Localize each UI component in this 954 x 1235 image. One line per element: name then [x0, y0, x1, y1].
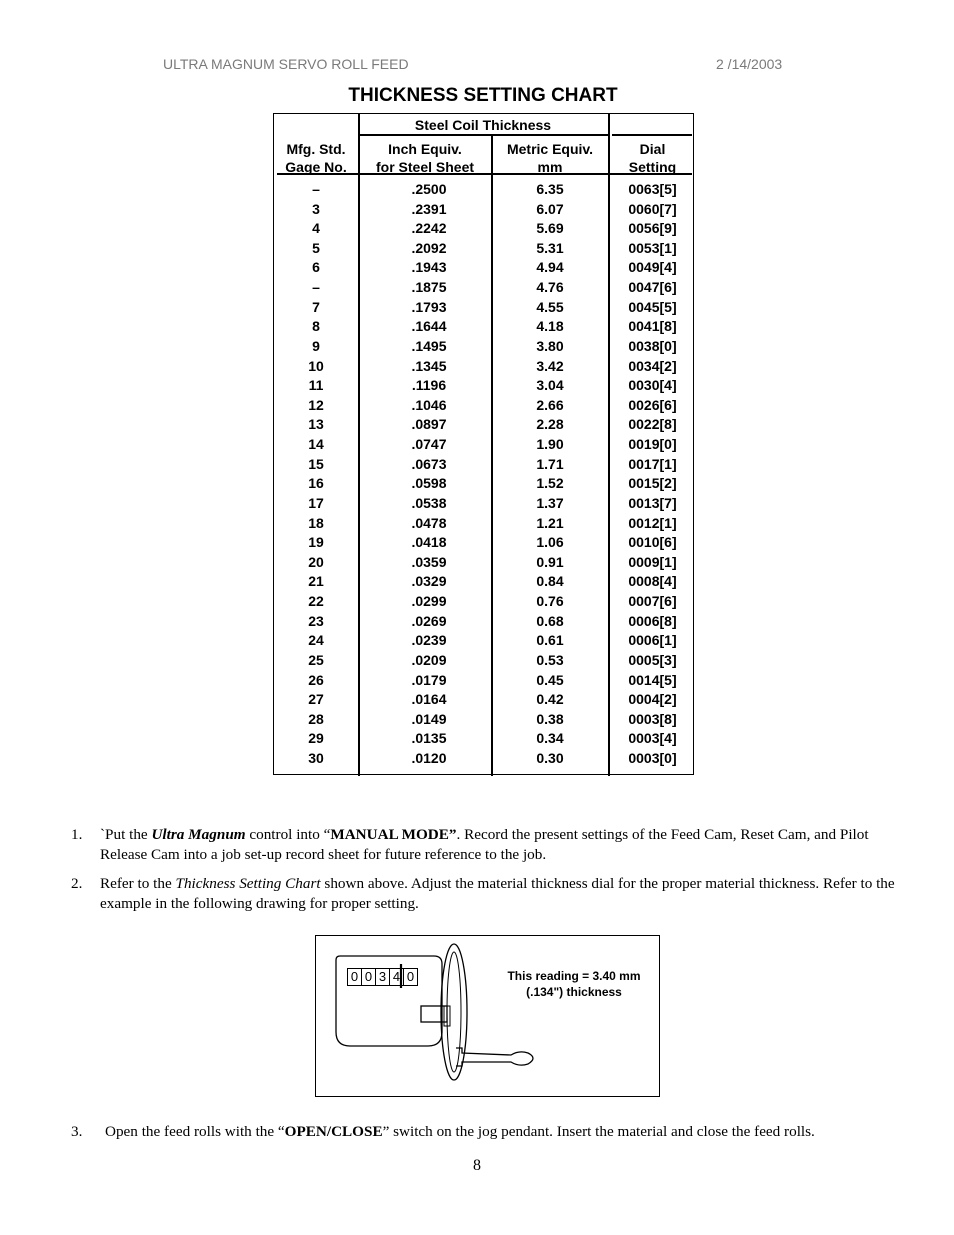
table-cell: 1.71 — [536, 455, 564, 472]
table-cell: – — [312, 279, 320, 296]
column-header-dial: Dial Setting — [628, 141, 677, 175]
step-segment: `Put the — [100, 826, 152, 843]
table-cell: .1943 — [411, 259, 447, 276]
table-cell: 1.90 — [536, 436, 564, 453]
table-cell: 0006[1] — [628, 632, 677, 649]
table-cell: 0.30 — [536, 749, 564, 766]
table-row — [274, 651, 695, 671]
column-header-metric: Metric Equiv. mm — [506, 141, 594, 175]
step-segment: Open the feed rolls with the “ — [105, 1123, 285, 1140]
table-row — [274, 494, 695, 514]
table-cell: .2391 — [411, 200, 447, 217]
column-header-inch: Inch Equiv. for Steel Sheet — [375, 141, 475, 175]
table-row — [274, 180, 695, 200]
table-cell: 16 — [308, 475, 324, 492]
table-cell: 0026[6] — [628, 396, 677, 413]
table-row — [274, 671, 695, 691]
step-segment: ” switch on the jog pendant. Insert the material and close the feed rolls. — [382, 1123, 815, 1140]
table-cell: 0038[0] — [628, 337, 677, 354]
table-cell: 2.66 — [536, 396, 564, 413]
table-row — [274, 200, 695, 220]
knob-icon — [441, 944, 467, 1080]
table-cell: 0049[4] — [628, 259, 677, 276]
table-cell: 0.61 — [536, 632, 564, 649]
table-cell: 1.06 — [536, 534, 564, 551]
step-text — [105, 1122, 935, 1142]
table-cell: 0017[1] — [628, 455, 677, 472]
table-cell: 6.07 — [536, 200, 564, 217]
table-cell: 3.42 — [536, 357, 564, 374]
table-cell: .1793 — [411, 298, 447, 315]
table-row — [274, 572, 695, 592]
table-cell: 0060[7] — [628, 200, 677, 217]
table-row — [274, 396, 695, 416]
table-cell: 24 — [308, 632, 324, 649]
table-cell: 23 — [308, 612, 324, 629]
table-cell: 0.45 — [536, 671, 564, 688]
table-cell: 28 — [308, 710, 324, 727]
table-cell: .0120 — [411, 749, 447, 766]
thickness-setting-table — [273, 113, 694, 775]
dial-digit: 0 — [362, 969, 376, 985]
table-cell: 14 — [308, 436, 324, 453]
table-cell: 1.21 — [536, 514, 564, 531]
table-cell: 3.80 — [536, 337, 564, 354]
table-cell: .1495 — [411, 337, 447, 354]
step-text — [100, 874, 912, 913]
group-header: Steel Coil Thickness — [414, 117, 552, 133]
table-cell: 0014[5] — [628, 671, 677, 688]
table-cell: 0041[8] — [628, 318, 677, 335]
table-cell: .1196 — [411, 377, 447, 394]
step-text — [100, 825, 912, 864]
table-cell: 30 — [308, 749, 324, 766]
table-row — [274, 690, 695, 710]
table-cell: .0299 — [411, 593, 447, 610]
dial-drawing — [316, 936, 658, 1095]
table-cell: .0359 — [411, 553, 447, 570]
table-cell: 17 — [308, 494, 324, 511]
table-cell: 4.94 — [536, 259, 564, 276]
table-divider — [612, 134, 692, 136]
table-cell: .0239 — [411, 632, 447, 649]
table-cell: 10 — [308, 357, 324, 374]
step-segment: MANUAL MODE” — [330, 826, 457, 843]
table-cell: .0747 — [411, 436, 447, 453]
table-row — [274, 553, 695, 573]
table-cell: 4.18 — [536, 318, 564, 335]
running-header-title: ULTRA MAGNUM SERVO ROLL FEED — [163, 56, 409, 72]
table-cell: 5.69 — [536, 220, 564, 237]
table-cell: .0538 — [411, 494, 447, 511]
table-cell: 7 — [312, 298, 320, 315]
table-cell: 0.42 — [536, 691, 564, 708]
table-row — [274, 514, 695, 534]
table-cell: 0056[9] — [628, 220, 677, 237]
table-row — [274, 298, 695, 318]
step-number: 2. — [71, 875, 83, 892]
table-row — [274, 239, 695, 259]
table-cell: 12 — [308, 396, 324, 413]
table-cell: 0.68 — [536, 612, 564, 629]
table-cell: 0063[5] — [628, 181, 677, 197]
table-cell: .0209 — [411, 651, 447, 668]
page-number: 8 — [473, 1157, 481, 1174]
table-cell: 19 — [308, 534, 324, 551]
dial-counter — [347, 968, 418, 986]
table-row — [274, 729, 695, 749]
table-cell: 9 — [312, 337, 320, 354]
table-cell: 0012[1] — [628, 514, 677, 531]
table-cell: 25 — [308, 651, 324, 668]
table-row — [274, 278, 695, 298]
dial-digit: 4 — [390, 969, 404, 985]
table-cell: .0418 — [411, 534, 447, 551]
chart-title: THICKNESS SETTING CHART — [348, 85, 618, 106]
table-cell: 26 — [308, 671, 324, 688]
dial-example-figure — [315, 935, 660, 1097]
table-cell: – — [312, 181, 320, 197]
step-segment: . Record the present settings of the Feed Cam, Reset Cam, and Pilot Release Cam into a job set-up record sheet for future reference to the job. — [100, 826, 869, 863]
table-cell: 27 — [308, 691, 324, 708]
table-cell: 13 — [308, 416, 324, 433]
table-row — [274, 612, 695, 632]
table-cell: .0598 — [411, 475, 447, 492]
table-cell: .0149 — [411, 710, 447, 727]
table-cell: 0.38 — [536, 710, 564, 727]
table-cell: 0034[2] — [628, 357, 677, 374]
table-row — [274, 631, 695, 651]
table-cell: .2500 — [411, 181, 447, 197]
table-cell: 20 — [308, 553, 324, 570]
table-cell: 0019[0] — [628, 436, 677, 453]
step-segment: shown above. Adjust the material thickness dial for the proper material thickness. Refer to the example in the following drawing for proper setting. — [100, 875, 895, 912]
table-row — [274, 337, 695, 357]
table-cell: 0006[8] — [628, 612, 677, 629]
table-cell: 8 — [312, 318, 320, 335]
dial-digit: 0 — [348, 969, 362, 985]
table-cell: .0478 — [411, 514, 447, 531]
table-cell: 0008[4] — [628, 573, 677, 590]
table-row — [274, 317, 695, 337]
table-cell: .1875 — [411, 279, 447, 296]
table-cell: 22 — [308, 593, 324, 610]
table-cell: 3 — [312, 200, 320, 217]
table-row — [274, 474, 695, 494]
table-cell: 29 — [308, 730, 324, 747]
table-row — [274, 592, 695, 612]
table-cell: 3.04 — [536, 377, 564, 394]
table-cell: .1644 — [411, 318, 447, 335]
table-cell: 4 — [312, 220, 320, 237]
table-row — [274, 533, 695, 553]
table-row — [274, 749, 695, 769]
table-cell: 0047[6] — [628, 279, 677, 296]
table-cell: 0053[1] — [628, 239, 677, 256]
table-cell: .0179 — [411, 671, 447, 688]
table-cell: .0269 — [411, 612, 447, 629]
table-cell: 0045[5] — [628, 298, 677, 315]
table-cell: 0015[2] — [628, 475, 677, 492]
table-row — [274, 710, 695, 730]
table-row — [274, 376, 695, 396]
table-cell: 1.52 — [536, 475, 564, 492]
table-cell: .2242 — [411, 220, 447, 237]
table-cell: 6.35 — [536, 181, 564, 197]
step-segment: Refer to the — [100, 875, 176, 892]
table-cell: 15 — [308, 455, 324, 472]
table-cell: 6 — [312, 259, 320, 276]
column-header-gage: Mfg. Std. Gage No. — [285, 141, 347, 175]
table-cell: .1046 — [411, 396, 447, 413]
table-cell: 0.76 — [536, 593, 564, 610]
table-cell: 0022[8] — [628, 416, 677, 433]
table-cell: 0.84 — [536, 573, 564, 590]
table-cell: 1.37 — [536, 494, 564, 511]
table-row — [274, 219, 695, 239]
table-cell: 0003[0] — [628, 749, 677, 766]
table-cell: 0.53 — [536, 651, 564, 668]
table-cell: 0003[4] — [628, 730, 677, 747]
table-cell: .0329 — [411, 573, 447, 590]
table-cell: 0009[1] — [628, 553, 677, 570]
figure-caption: This reading = 3.40 mm (.134") thickness — [507, 969, 641, 999]
step-segment: Ultra Magnum — [151, 826, 246, 843]
table-row — [274, 415, 695, 435]
table-row — [274, 435, 695, 455]
table-cell: 5.31 — [536, 239, 564, 256]
table-divider — [358, 134, 608, 136]
table-cell: 0.91 — [536, 553, 564, 570]
dial-digit: 0 — [406, 969, 415, 984]
table-cell: 2.28 — [536, 416, 564, 433]
table-cell: 0030[4] — [628, 377, 677, 394]
table-cell: 4.55 — [536, 298, 564, 315]
table-cell: 0010[6] — [628, 534, 677, 551]
table-cell: .2092 — [411, 239, 447, 256]
table-cell: 0005[3] — [628, 651, 677, 668]
crank-handle-icon — [456, 1048, 533, 1066]
table-cell: .0135 — [411, 730, 447, 747]
step-number: 3. — [71, 1123, 83, 1140]
dial-digit: 3 — [376, 969, 390, 985]
table-cell: 0007[6] — [628, 593, 677, 610]
table-row — [274, 357, 695, 377]
table-cell: 5 — [312, 239, 320, 256]
step-number: 1. — [71, 826, 83, 843]
table-cell: .0897 — [411, 416, 447, 433]
table-cell: .1345 — [411, 357, 447, 374]
table-cell: 0003[8] — [628, 710, 677, 727]
table-cell: 0013[7] — [628, 494, 677, 511]
table-cell: 0.34 — [536, 730, 564, 747]
step-segment: OPEN/CLOSE — [284, 1123, 383, 1140]
table-cell: 21 — [308, 573, 324, 590]
table-cell: .0164 — [411, 691, 447, 708]
step-segment: control into “ — [245, 826, 331, 843]
table-cell: 11 — [308, 377, 324, 394]
table-cell: 0004[2] — [628, 691, 677, 708]
table-cell: 18 — [308, 514, 324, 531]
table-row — [274, 455, 695, 475]
table-cell: .0673 — [411, 455, 447, 472]
table-cell: 4.76 — [536, 279, 564, 296]
step-segment: Thickness Setting Chart — [175, 875, 321, 892]
table-row — [274, 258, 695, 278]
running-header-date: 2 /14/2003 — [716, 56, 783, 72]
